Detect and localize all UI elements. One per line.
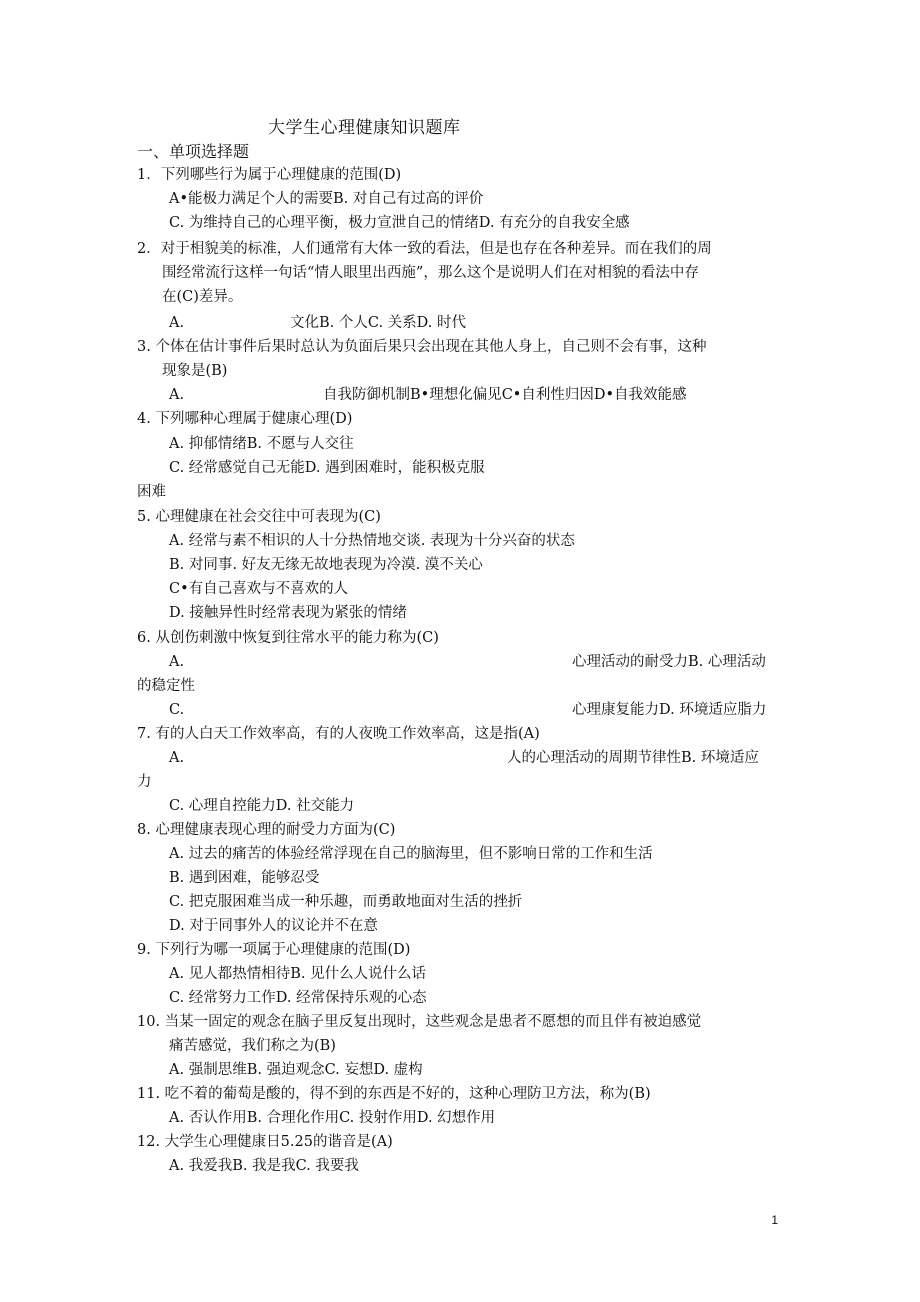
question-6-option-wrap: 的稳定性 [137, 678, 195, 694]
question-12-stem: 12. 大学生心理健康日5.25的谐音是(A) [137, 1134, 393, 1150]
question-4-options-cd: C. 经常感觉自己无能D. 遇到困难时，能积极克服 [169, 460, 485, 476]
section-heading: 一、单项选择题 [137, 142, 250, 161]
question-2-line-2: 围经常流行这样一句话“情人眼里出西施”，那么这个是说明人们在对相貌的看法中存 [162, 265, 699, 281]
question-8-option-c: C. 把克服困难当成一种乐趣，而勇敢地面对生活的挫折 [169, 894, 523, 910]
question-4-options-ab: A. 抑郁情绪B. 不愿与人交往 [169, 436, 354, 452]
question-1-stem: 1．下列哪些行为属于心理健康的范围(D) [137, 167, 402, 183]
question-2-line-3: 在(C)差异。 [162, 289, 243, 305]
question-8-option-b: B. 遇到困难，能够忍受 [169, 870, 320, 886]
question-6-options-cd: 心理康复能力D. 环境适应脂力 [572, 702, 767, 718]
question-11-options: A. 否认作用B. 合理化作用C. 投射作用D. 幻想作用 [169, 1110, 496, 1126]
question-11-stem: 11. 吃不着的葡萄是酸的，得不到的东西是不好的，这种心理防卫方法，称为(B) [137, 1086, 651, 1102]
question-7-option-wrap: 力 [137, 774, 152, 790]
question-5-stem: 5. 心理健康在社会交往中可表现为(C) [137, 509, 381, 525]
question-5-option-a: A. 经常与素不相识的人十分热情地交谈. 表现为十分兴奋的状态 [169, 533, 575, 549]
question-10-options: A. 强制思维B. 强迫观念C. 妄想D. 虚构 [169, 1062, 423, 1078]
question-8-stem: 8. 心理健康表现心理的耐受力方面为(C) [137, 822, 396, 838]
question-3-options: 自我防御机制B•理想化偏见C•自利性归因D•自我效能感 [323, 387, 687, 403]
question-3-option-a-label: A. [169, 387, 185, 403]
question-1-options-ab: A•能极力满足个人的需要B. 对自己有过高的评价 [169, 191, 484, 207]
page-number: 1 [771, 1213, 778, 1227]
question-2-options: 文化B. 个人C. 关系D. 时代 [290, 315, 466, 331]
question-7-stem: 7. 有的人白天工作效率高，有的人夜晚工作效率高，这是指(A) [137, 726, 540, 742]
question-8-option-a: A. 过去的痛苦的体验经常浮现在自己的脑海里，但不影响日常的工作和生活 [169, 846, 653, 862]
question-7-options-ab: 人的心理活动的周期节律性B. 环境适应 [507, 750, 759, 766]
question-6-options-ab: 心理活动的耐受力B. 心理活动 [572, 654, 766, 670]
question-10-line-1: 10. 当某一固定的观念在脑子里反复出现时，这些观念是患者不愿想的而且伴有被迫感觉 [137, 1014, 702, 1030]
question-7-options-cd: C. 心理自控能力D. 社交能力 [169, 798, 355, 814]
document-title: 大学生心理健康知识题库 [268, 118, 461, 138]
question-1-options-cd: C. 为维持自己的心理平衡，极力宣泄自己的情绪D. 有充分的自我安全感 [169, 215, 630, 231]
question-7-option-a-label: A. [169, 750, 185, 766]
question-6-option-a-label: A. [169, 654, 185, 670]
question-6-stem: 6. 从创伤刺激中恢复到往常水平的能力称为(C) [137, 630, 439, 646]
question-4-stem: 4. 下列哪种心理属于健康心理(D) [137, 411, 353, 427]
question-9-options-ab: A. 见人都热情相待B. 见什么人说什么话 [169, 966, 427, 982]
question-6-option-c-label: C. [169, 702, 185, 718]
question-2-option-a-label: A. [169, 315, 185, 331]
question-4-option-wrap: 困难 [137, 484, 166, 500]
question-10-line-2: 痛苦感觉，我们称之为(B) [169, 1038, 336, 1054]
question-3-line-1: 3. 个体在估计事件后果时总认为负面后果只会出现在其他人身上，自己则不会有事，这种 [137, 339, 707, 355]
question-3-line-2: 现象是(B) [162, 363, 228, 379]
question-2-line-1: 2．对于相貌美的标准，人们通常有大体一致的看法，但是也存在各种差异。而在我们的周 [137, 241, 712, 257]
question-12-options: A. 我爱我B. 我是我C. 我要我 [169, 1158, 359, 1174]
question-5-option-c: C•有自己喜欢与不喜欢的人 [169, 581, 349, 597]
question-8-option-d: D. 对于同事外人的议论并不在意 [169, 918, 378, 934]
question-9-stem: 9. 下列行为哪一项属于心理健康的范围(D) [137, 942, 411, 958]
question-9-options-cd: C. 经常努力工作D. 经常保持乐观的心态 [169, 990, 427, 1006]
question-5-option-b: B. 对同事. 好友无缘无故地表现为冷漠. 漠不关心 [169, 557, 483, 573]
question-5-option-d: D. 接触异性时经常表现为紧张的情绪 [169, 605, 407, 621]
